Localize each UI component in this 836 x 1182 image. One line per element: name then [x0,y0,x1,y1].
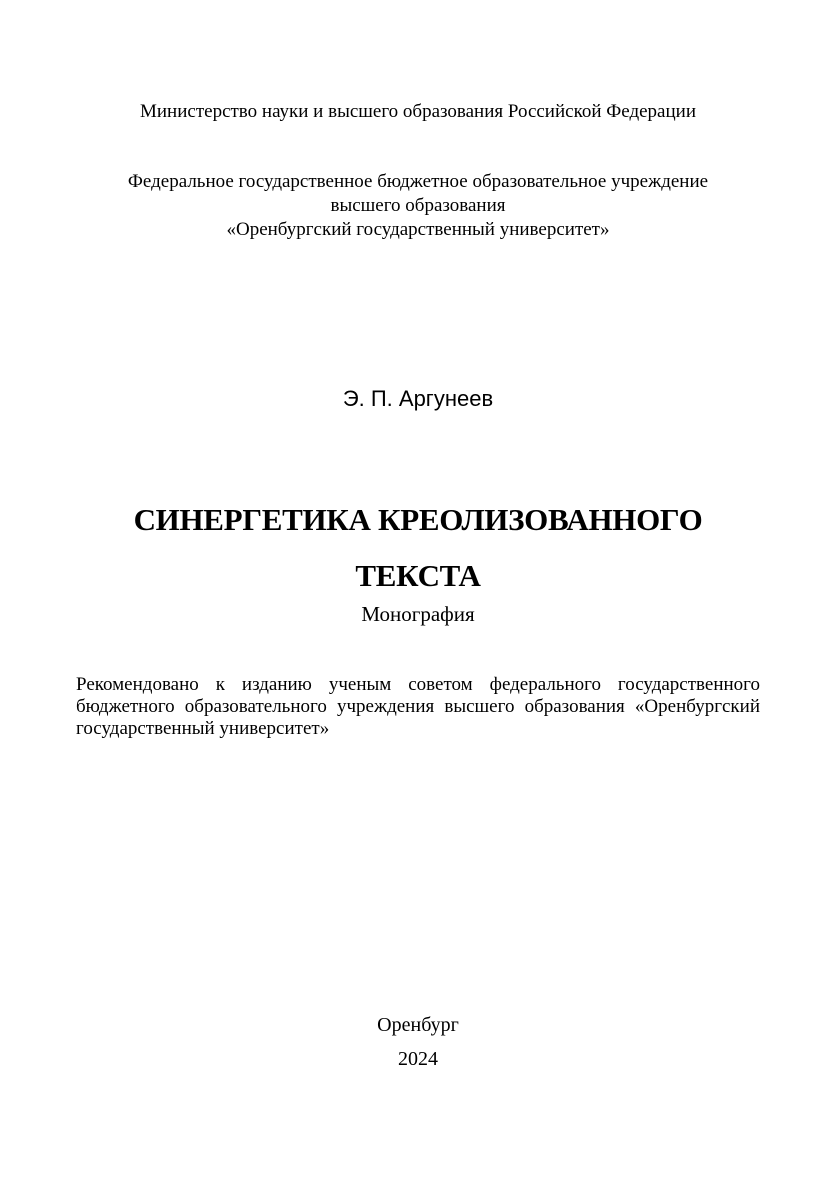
publication-year: 2024 [398,1048,438,1070]
institution-line-1: Федеральное государственное бюджетное образовательное учреждение [127,171,709,192]
publication-recommendation: Рекомендовано к изданию ученым советом федерального государственного бюджетного образовательного учреждения высшего образования «Оренбургский государственный университет» [76,674,760,739]
institution-line-3: «Оренбургский государственный университет» [226,219,610,240]
author-name: Э. П. Аргунеев [342,386,494,411]
publication-genre: Монография [361,602,475,626]
publication-city: Оренбург [377,1014,459,1036]
institution-line-2: высшего образования [330,195,506,216]
book-title-line-2: ТЕКСТА [355,558,481,593]
ministry-name: Министерство науки и высшего образования Российской Федерации [140,101,696,122]
institution-name [0,170,836,242]
book-title [0,492,836,604]
book-title-line-1: СИНЕРГЕТИКА КРЕОЛИЗОВАННОГО [133,502,703,537]
